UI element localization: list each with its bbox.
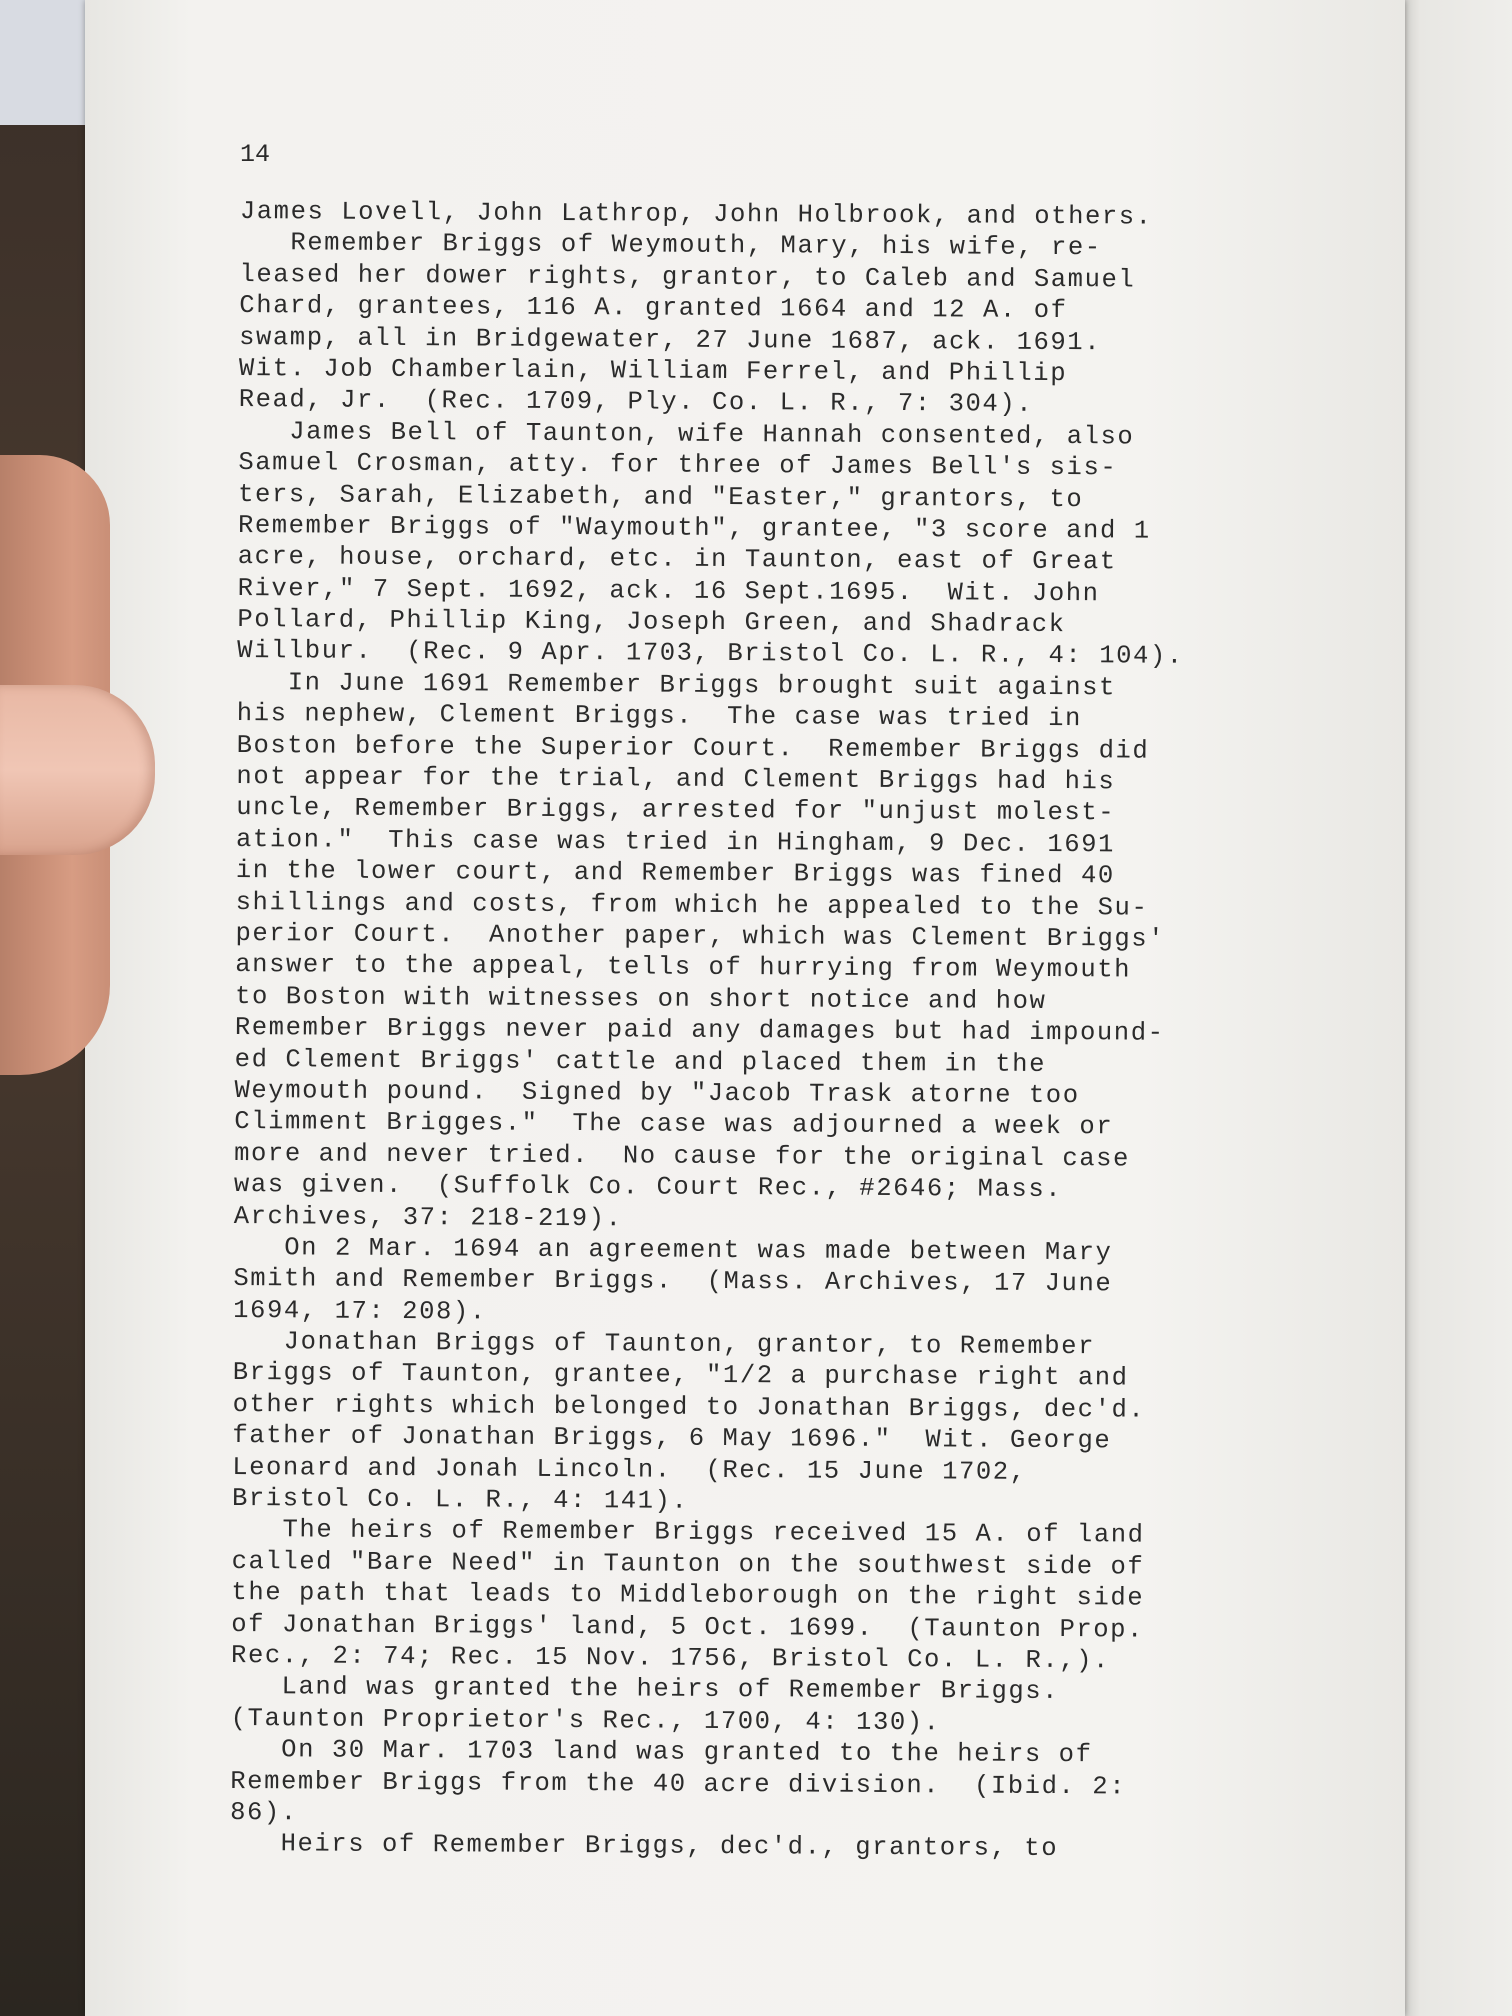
text-line: his nephew, Clement Briggs. The case was tried in [236,699,1083,734]
text-line: Chard, grantees, 116 A. granted 1664 and 12 A. of [239,291,1068,326]
adjacent-page [1395,0,1512,2016]
text-line: acre, house, orchard, etc. in Taunton, east of Great [237,542,1117,577]
text-line: was given. (Suffolk Co. Court Rec., #2646; Mass. [233,1170,1063,1205]
text-line: perior Court. Another paper, which was Clement Briggs' [235,918,1166,954]
text-line: Archives, 37: 218-219). [233,1201,623,1233]
text-line: In June 1691 Remember Briggs brought suit against [236,667,1117,703]
text-line: not appear for the trial, and Clement Briggs had his [236,762,1116,797]
text-line: Climment Brigges." The case was adjourned a week or [234,1107,1114,1142]
text-line: other rights which belonged to Jonathan Briggs, dec'd. [232,1389,1146,1425]
text-line: Wit. Job Chamberlain, William Ferrel, and Phillip [238,353,1068,389]
text-line: called "Bare Need" in Taunton on the southwest side of [231,1546,1145,1582]
text-line: Land was granted the heirs of Remember Briggs. [230,1672,1060,1707]
thumb-tip [0,685,155,855]
text-line: ed Clement Briggs' cattle and placed them in the [234,1044,1047,1079]
text-line: Smith and Remember Briggs. (Mass. Archives, 17 June [233,1264,1113,1299]
text-line: River," 7 Sept. 1692, ack. 16 Sept.1695. Wit. John [237,573,1100,608]
text-line: On 2 Mar. 1694 an agreement was made between Mary [233,1232,1113,1268]
text-line: Rec., 2: 74; Rec. 15 Nov. 1756, Bristol Co. L. R.,). [230,1640,1111,1676]
text-line: Briggs of Taunton, grantee, "1/2 a purchase right and [232,1358,1129,1393]
page-number: 14 [240,140,271,169]
text-line: of Jonathan Briggs' land, 5 Oct. 1699. (Taunton Prop. [231,1609,1145,1645]
text-line: Boston before the Superior Court. Remember Briggs did [236,730,1150,766]
text-line: shillings and costs, from which he appealed to the Su- [235,887,1149,923]
text-line: ters, Sarah, Elizabeth, and "Easter," grantors, to [238,479,1084,514]
text-line: to Boston with witnesses on short notice and how [235,981,1047,1016]
text-line: Bristol Co. L. R., 4: 141). [231,1483,689,1516]
text-line: 1694, 17: 208). [233,1295,487,1327]
text-line: Heirs of Remember Briggs, dec'd., grantors, to [229,1829,1059,1864]
text-line: James Lovell, John Lathrop, John Holbrook, and others. [239,196,1153,232]
text-line: uncle, Remember Briggs, arrested for "unjust molest- [236,793,1116,828]
text-line: On 30 Mar. 1703 land was granted to the heirs of [230,1735,1093,1770]
text-line: (Taunton Proprietor's Rec., 1700, 4: 130). [230,1703,941,1738]
text-line: Remember Briggs from the 40 acre division. (Ibid. 2: [230,1766,1127,1801]
text-line: Jonathan Briggs of Taunton, grantor, to Remember [232,1327,1096,1362]
text-line: Remember Briggs of Weymouth, Mary, his wife, re- [239,228,1102,263]
text-line: Remember Briggs of "Waymouth", grantee, "3 score and 1 [237,510,1151,546]
text-line: the path that leads to Middleborough on the right side [231,1578,1145,1613]
page-text [230,196,1350,1866]
text-line: swamp, all in Bridgewater, 27 June 1687, ack. 1691. [239,322,1102,357]
text-line: father of Jonathan Briggs, 6 May 1696." Wit. George [232,1421,1112,1456]
text-line: James Bell of Taunton, wife Hannah consented, also [238,416,1135,452]
text-line: Leonard and Jonah Lincoln. (Rec. 15 June 1702, [232,1452,1027,1487]
text-line: Weymouth pound. Signed by "Jacob Trask atorne too [234,1075,1080,1111]
text-line: answer to the appeal, tells of hurrying from Weymouth [235,950,1132,985]
text-line: 86). [230,1797,298,1828]
text-line: leased her dower rights, grantor, to Caleb and Samuel [239,259,1136,295]
text-line: in the lower court, and Remember Briggs was fined 40 [235,856,1115,891]
text-line: Samuel Crosman, atty. for three of James Bell's sis- [238,448,1118,483]
text-line: Willbur. (Rec. 9 Apr. 1703, Bristol Co. L. R., 4: 104). [237,636,1184,672]
text-line: Remember Briggs never paid any damages but had impound- [234,1013,1165,1048]
text-line: Read, Jr. (Rec. 1709, Ply. Co. L. R., 7: 304). [238,385,1034,420]
text-line: more and never tried. No cause for the original case [234,1138,1131,1174]
text-line: The heirs of Remember Briggs received 15 A. of land [231,1515,1145,1550]
text-line: Pollard, Phillip King, Joseph Green, and Shadrack [237,605,1066,640]
text-line: ation." This case was tried in Hingham, 9 Dec. 1691 [235,824,1116,860]
